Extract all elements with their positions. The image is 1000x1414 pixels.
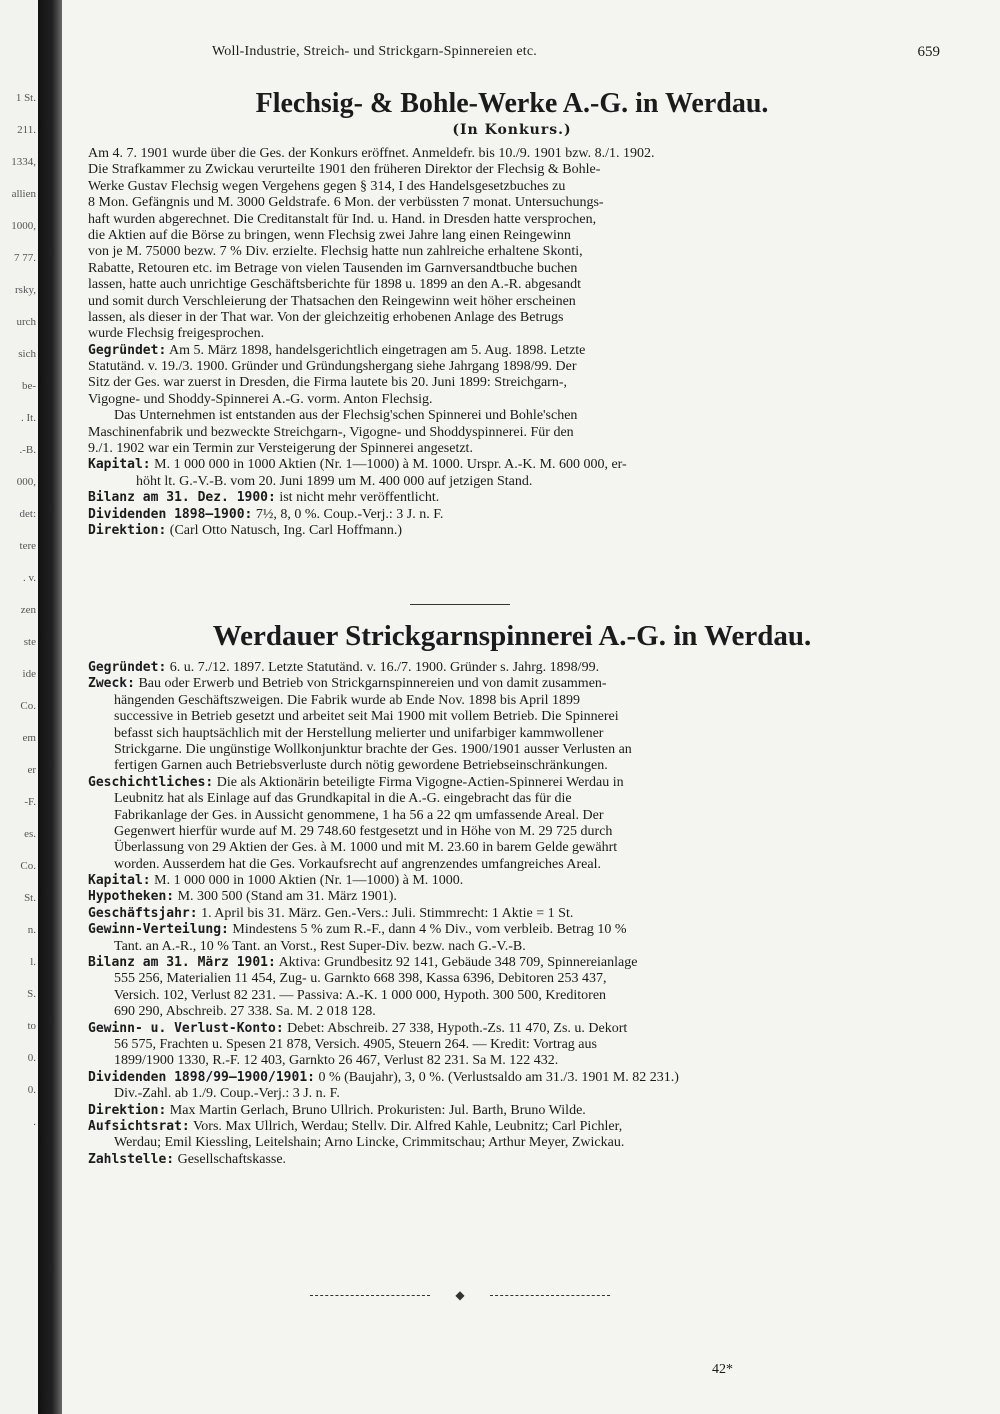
text-line: [88, 228, 888, 244]
margin-fragment: allien: [11, 188, 36, 200]
margin-fragment: Co.: [20, 700, 36, 712]
line-text: Die als Aktionärin beteiligte Firma Vigogne-Actien-Spinnerei Werdau in: [213, 774, 624, 790]
margin-fragment: ide: [22, 668, 36, 680]
text-line: [88, 775, 888, 791]
line-text: Versich. 102, Verlust 82 231. — Passiva: A.-K. 1 000 000, Hypoth. 300 500, Kreditoren: [114, 987, 607, 1003]
text-line: [88, 244, 888, 260]
field-label: Zahlstelle:: [88, 1151, 175, 1167]
text-line: [88, 1119, 888, 1135]
line-text: Am 5. März 1898, handelsgerichtlich eingetragen am 5. Aug. 1898. Letzte: [166, 342, 586, 358]
field-label: Kapital:: [88, 873, 151, 889]
text-line: [88, 457, 888, 473]
margin-fragment: 1 St.: [15, 92, 36, 104]
margin-fragment: 0.: [27, 1084, 36, 1096]
text-line: [88, 1152, 888, 1168]
field-label: Direktion:: [88, 1102, 167, 1118]
divider-line: [410, 604, 510, 605]
line-text: worden. Ausserdem hat die Ges. Vorkaufsrecht auf angrenzendes umfangreiches Areal.: [114, 856, 601, 872]
line-text: höht lt. G.-V.-B. vom 20. Juni 1899 um M. 400 000 auf jetzigen Stand.: [136, 473, 533, 489]
field-label: Gewinn-Verteilung:: [88, 922, 229, 938]
line-text: Vigogne- und Shoddy-Spinnerei A.-G. vorm. Anton Flechsig.: [88, 391, 433, 407]
line-text: (Carl Otto Natusch, Ing. Carl Hoffmann.): [166, 522, 403, 538]
text-line: [88, 955, 888, 971]
line-text: Vors. Max Ullrich, Werdau; Stellv. Dir. Alfred Kahle, Leubnitz; Carl Pichler,: [189, 1118, 623, 1134]
text-line: [88, 326, 888, 342]
text-line: [88, 490, 888, 506]
line-text: 7½, 8, 0 %. Coup.-Verj.: 3 J. n. F.: [252, 506, 444, 522]
line-text: Aktiva: Grundbesitz 92 141, Gebäude 348 709, Spinnereianlage: [275, 955, 638, 971]
text-line: [88, 939, 888, 955]
text-line: [88, 392, 888, 408]
line-text: ist nicht mehr veröffentlicht.: [275, 490, 440, 506]
margin-fragment: S.: [27, 988, 36, 1000]
line-text: Max Martin Gerlach, Bruno Ullrich. Prokuristen: Jul. Barth, Bruno Wilde.: [166, 1102, 586, 1118]
line-text: lassen, als dieser in der That war. Von der gleichzeitig erhobenen Anlage des Betrugs: [88, 309, 564, 325]
text-line: [88, 1021, 888, 1037]
line-text: Mindestens 5 % zum R.-F., dann 4 % Div., vom verbleib. Betrag 10 %: [228, 922, 627, 938]
text-line: [88, 971, 888, 987]
line-text: hängenden Geschäftszweigen. Die Fabrik wurde ab Ende Nov. 1898 bis April 1899: [114, 692, 581, 708]
margin-fragment: St.: [24, 892, 36, 904]
line-text: 1899/1900 1330, R.-F. 12 403, Garnkto 26 467, Verlust 82 231. Sa M. 122 432.: [114, 1053, 559, 1069]
line-text: Leubnitz hat als Einlage auf das Grundkapital in die A.-G. eingebracht das für die: [114, 791, 572, 807]
text-line: [88, 1004, 888, 1020]
text-line: [88, 840, 888, 856]
text-line: [88, 824, 888, 840]
margin-fragment: . It.: [21, 412, 36, 424]
text-line: [88, 742, 888, 758]
field-label: Zweck:: [88, 676, 135, 692]
margin-fragment: n.: [27, 924, 36, 936]
text-line: [88, 1037, 888, 1053]
text-line: [88, 146, 888, 162]
field-label: Direktion:: [88, 522, 167, 538]
line-text: fertigen Garnen auch Betriebsverluste durch nötig gewordene Betriebseinschränkungen.: [114, 758, 608, 774]
line-text: lassen, hatte auch unrichtige Geschäftsberichte für 1898 u. 1899 an den A.-R. abgesandt: [88, 277, 581, 293]
text-line: [88, 310, 888, 326]
text-line: [88, 162, 888, 178]
field-label: Hypotheken:: [88, 889, 175, 905]
field-label: Bilanz am 31. Dez. 1900:: [88, 490, 276, 506]
ornament-divider: ◆: [310, 1290, 610, 1300]
running-head: Woll-Industrie, Streich- und Strickgarn-Spinnereien etc.: [212, 44, 537, 59]
margin-fragment: 1000,: [11, 220, 36, 232]
margin-fragment: 1334,: [11, 156, 36, 168]
margin-fragment: -F.: [24, 796, 36, 808]
line-text: Strickgarne. Die ungünstige Wollkonjunktur brachte der Ges. 1900/1901 ausser Verlusten an: [114, 741, 632, 757]
margin-fragment: .: [33, 1116, 36, 1128]
margin-fragment: 211.: [17, 124, 36, 136]
text-line: [88, 857, 888, 873]
line-text: 9./1. 1902 war ein Termin zur Versteigerung der Spinnerei angesetzt.: [88, 441, 473, 457]
line-text: die Aktien auf die Börse zu bringen, wenn Flechsig zwei Jahre lang einen Reingewinn: [88, 227, 571, 243]
text-line: [88, 808, 888, 824]
margin-fragment: det:: [19, 508, 36, 520]
text-line: [88, 179, 888, 195]
text-line: [88, 1103, 888, 1119]
text-line: [88, 709, 888, 725]
field-label: Gegründet:: [88, 342, 167, 358]
line-text: Gegenwert hierfür wurde auf M. 29 748.60 festgesetzt und in Höhe von M. 29 725 durch: [114, 823, 613, 839]
line-text: Debet: Abschreib. 27 338, Hypoth.-Zs. 11 470, Zs. u. Dekort: [283, 1020, 628, 1036]
margin-fragment: l.: [30, 956, 36, 968]
text-line: [88, 660, 888, 676]
text-line: [88, 1135, 888, 1151]
margin-fragment: sich: [18, 348, 36, 360]
text-line: [88, 791, 888, 807]
line-text: befasst sich hauptsächlich mit der Herstellung melierter und unifarbiger kammwollener: [114, 725, 604, 741]
line-text: 1. April bis 31. März. Gen.-Vers.: Juli. Stimmrecht: 1 Aktie = 1 St.: [197, 905, 574, 921]
book-binding: [38, 0, 62, 1414]
text-line: [88, 922, 888, 938]
text-line: [88, 212, 888, 228]
line-text: Werke Gustav Flechsig wegen Vergehens gegen § 314, I des Handelsgesetzbuches zu: [88, 178, 566, 194]
section-body-2: [88, 660, 888, 1168]
signature-mark: 42*: [712, 1362, 733, 1377]
document-page: [62, 0, 1000, 1414]
field-label: Dividenden 1898/99—1900/1901:: [88, 1069, 315, 1085]
text-line: [88, 359, 888, 375]
text-line: [88, 294, 888, 310]
line-text: von je M. 75000 bezw. 7 % Div. erzielte. Flechsig hatte nun zahlreiche erhaltene Skonti,: [88, 244, 583, 260]
line-text: Statutänd. v. 19./3. 1900. Gründer und Gründungshergang siehe Jahrgang 1898/99. Der: [88, 359, 577, 375]
line-text: 690 290, Abschreib. 27 338. Sa. M. 2 018 128.: [114, 1004, 376, 1020]
margin-fragment: er: [27, 764, 36, 776]
margin-fragment: . v.: [22, 572, 36, 584]
text-line: [88, 523, 888, 539]
text-line: [88, 195, 888, 211]
line-text: successive in Betrieb gesetzt und arbeitet seit Mai 1900 mit vollem Betrieb. Die Spinnerei: [114, 709, 619, 725]
line-text: Rabatte, Retouren etc. im Betrage von vielen Tausenden im Garnversandtbuche buchen: [88, 260, 578, 276]
text-line: [88, 408, 888, 424]
section-subtitle: (In Konkurs.): [452, 122, 572, 138]
field-label: Gewinn- u. Verlust-Konto:: [88, 1020, 284, 1036]
field-label: Dividenden 1898—1900:: [88, 506, 253, 522]
field-label: Gegründet:: [88, 660, 167, 675]
text-line: [88, 343, 888, 359]
line-text: Gesellschaftskasse.: [174, 1151, 287, 1167]
text-line: [88, 375, 888, 391]
line-text: Sitz der Ges. war zuerst in Dresden, die Firma lautete bis 20. Juni 1899: Streichgarn-,: [88, 375, 567, 391]
line-text: Bau oder Erwerb und Betrieb von Strickgarnspinnereien und von damit zusammen-: [134, 676, 607, 692]
text-line: [88, 873, 888, 889]
text-line: [88, 1053, 888, 1069]
text-line: [88, 1070, 888, 1086]
section-title: Flechsig- & Bohle-Werke A.-G. in Werdau.: [255, 88, 769, 119]
line-text: wurde Flechsig freigesprochen.: [88, 326, 265, 342]
line-text: Das Unternehmen ist entstanden aus der Flechsig'schen Spinnerei und Bohle'schen: [114, 408, 578, 424]
margin-fragment: 0.: [27, 1052, 36, 1064]
text-line: [88, 988, 888, 1004]
text-line: [88, 1086, 888, 1102]
line-text: Maschinenfabrik und bezweckte Streichgarn-, Vigogne- und Shoddyspinnerei. Für den: [88, 424, 574, 440]
margin-fragment: urch: [16, 316, 36, 328]
text-line: [88, 693, 888, 709]
line-text: M. 300 500 (Stand am 31. März 1901).: [174, 889, 397, 905]
margin-fragment: rsky,: [15, 284, 36, 296]
field-label: Geschäftsjahr:: [88, 905, 198, 921]
line-text: Div.-Zahl. ab 1./9. Coup.-Verj.: 3 J. n. F.: [114, 1086, 340, 1102]
line-text: M. 1 000 000 in 1000 Aktien (Nr. 1—1000) à M. 1000. Urspr. A.-K. M. 600 000, er-: [150, 457, 627, 473]
margin-fragment: to: [27, 1020, 36, 1032]
margin-fragment: Co.: [20, 860, 36, 872]
margin-fragment: be-: [21, 380, 36, 392]
text-line: [88, 261, 888, 277]
text-line: [88, 889, 888, 905]
field-label: Aufsichtsrat:: [88, 1118, 190, 1134]
section-title-2: Werdauer Strickgarnspinnerei A.-G. in Werdau.: [212, 620, 812, 652]
margin-fragment: ste: [23, 636, 36, 648]
line-text: 0 % (Baujahr), 3, 0 %. (Verlustsaldo am 31./3. 1901 M. 82 231.): [314, 1069, 679, 1085]
margin-fragment: .-B.: [19, 444, 36, 456]
line-text: Am 4. 7. 1901 wurde über die Ges. der Konkurs eröffnet. Anmeldefr. bis 10./9. 1901 bzw. 8./1. 1902.: [88, 146, 655, 161]
line-text: Tant. an A.-R., 10 % Tant. an Vorst., Rest Super-Div. bezw. nach G.-V.-B.: [114, 938, 526, 954]
line-text: Werdau; Emil Kiessling, Leitelshain; Arno Lincke, Crimmitschau; Arthur Meyer, Zwickau.: [114, 1135, 625, 1151]
margin-fragment: tere: [19, 540, 36, 552]
margin-fragment: em: [22, 732, 36, 744]
text-line: [88, 474, 888, 490]
line-text: und somit durch Verschleierung der Thatsachen den Reingewinn weit höher erscheinen: [88, 293, 576, 309]
line-text: 56 575, Frachten u. Spesen 21 878, Versich. 4905, Steuern 264. — Kredit: Vortrag aus: [114, 1036, 597, 1052]
field-label: Kapital:: [88, 457, 151, 473]
field-label: Bilanz am 31. März 1901:: [88, 955, 276, 971]
line-text: 555 256, Materialien 11 454, Zug- u. Garnkto 668 398, Kassa 6396, Debitoren 253 437,: [114, 971, 607, 987]
text-line: [88, 277, 888, 293]
margin-fragment: zen: [20, 604, 36, 616]
text-line: [88, 425, 888, 441]
text-line: [88, 507, 888, 523]
line-text: Die Strafkammer zu Zwickau verurteilte 1901 den früheren Direktor der Flechsig & Bohle-: [88, 162, 601, 178]
margin-fragment: 7 77.: [14, 252, 36, 264]
line-text: M. 1 000 000 in 1000 Aktien (Nr. 1—1000) à M. 1000.: [150, 873, 464, 889]
line-text: Fabrikanlage der Ges. in Aussicht genommene, 1 ha 56 a 22 qm umfassende Areal. Der: [114, 807, 604, 823]
text-line: [88, 758, 888, 774]
line-text: Überlassung von 29 Aktien der Ges. à M. 1000 und mit M. 23.60 in barem Gelde gewährt: [114, 840, 618, 856]
left-page-edge: [0, 0, 38, 1414]
margin-fragment: es.: [24, 828, 36, 840]
section-body-1: [88, 146, 888, 539]
text-line: [88, 676, 888, 692]
text-line: [88, 726, 888, 742]
line-text: haft wurden abgerechnet. Die Creditanstalt für Ind. u. Hand. in Dresden hatte versprochen,: [88, 211, 597, 227]
page-number: 659: [917, 44, 940, 60]
field-label: Geschichtliches:: [88, 774, 214, 790]
line-text: 6. u. 7./12. 1897. Letzte Statutänd. v. 16./7. 1900. Gründer s. Jahrg. 1898/99.: [166, 660, 600, 675]
line-text: 8 Mon. Gefängnis und M. 3000 Geldstrafe. 6 Mon. der verbüssten 7 monat. Untersuchungs-: [88, 195, 604, 211]
margin-fragment: 000,: [16, 476, 36, 488]
text-line: [88, 906, 888, 922]
text-line: [88, 441, 888, 457]
